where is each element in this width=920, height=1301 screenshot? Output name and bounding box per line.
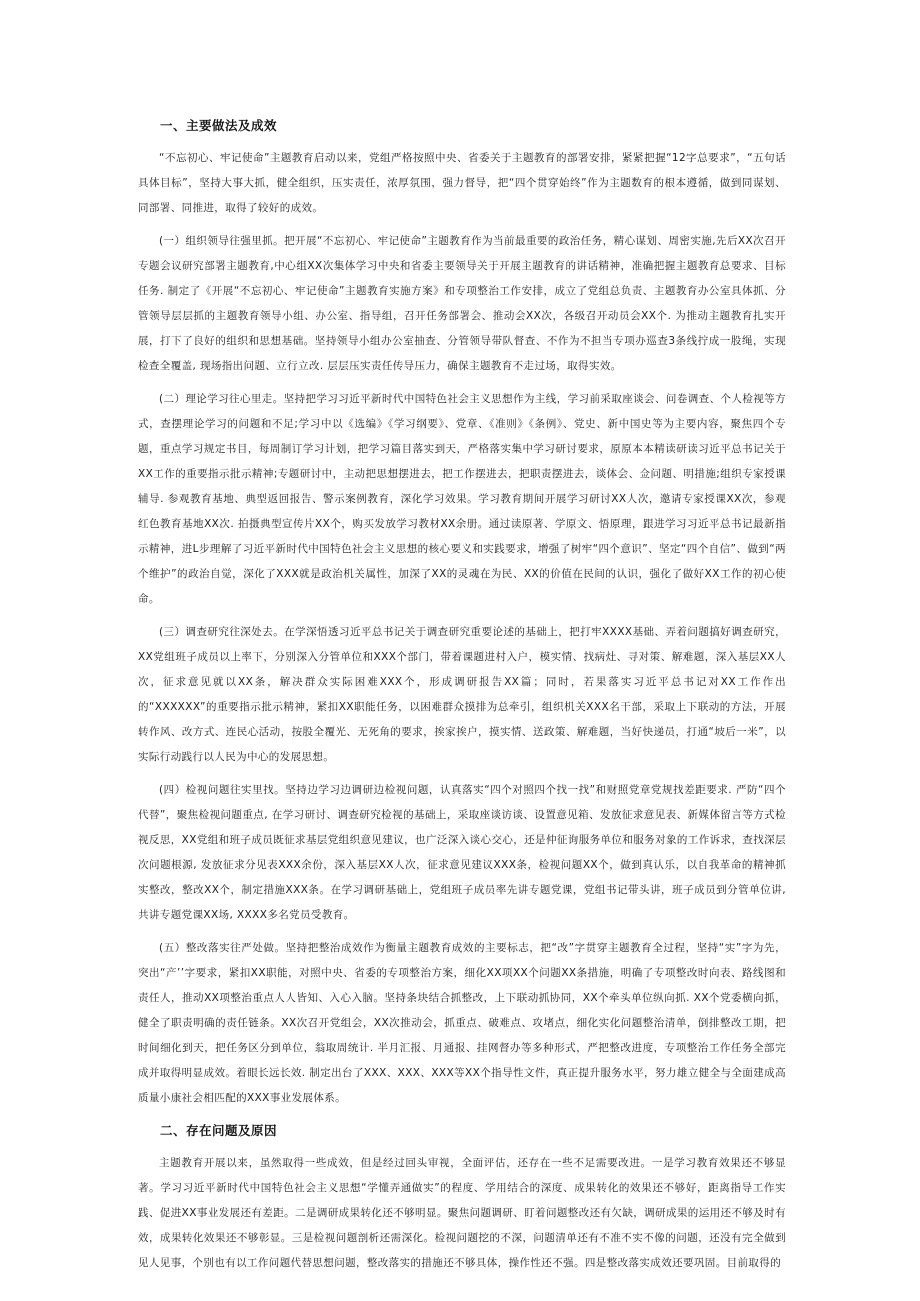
paragraph: “不忘初心、牢记使命”主题教育启动以来，党组严格按照中央、省委关于主题教育的部署安排，紧紧把握“12字总要求”，“五句话具体目标”，坚持大事大抓，健全组织，压实责任，浓厚氛围，强力督导，把“四个贯穿始终”作为主题数育的根本遵循，做到同谋划、同部署、同推进，取得了较好的成效。 xyxy=(138,152,786,214)
section-heading: 一、主要做法及成效 xyxy=(160,118,278,133)
section-problems xyxy=(138,1121,786,1276)
paragraph: (五）整改落实往严处做。坚持把整治成效作为衡量主题教育成效的主要标志，把“改”字贯穿主题教育全过程，坚持“实”字为先，突出“产’’字要求，紧扣XX职能，对照中央、省委的专项整治方案，细化XX项XX个问题XX条措施，明确了专项整改时向表、路线图和责任人，推动XX项整治重点人人皆知、入心入脑。坚持条块结合抓整改，上下联动抓协同，XX个牵头单位纵向抓. XX个党委横向抓，健全了职责明确的责任链条。XX次召开党组会，XX次推动会，抓重点、破难点、攻堵点，细化实化问题整治清单，倒排整改工期，把时间细化到天，把任务区分到单位，翁取周统计. 半月汇报、月通报、挂网督办等多种形式，严把整改进度，专项整治工作任务全部完成并取得明显成效。着眼长远长效. 制定出台了XXX、XXX、XXX等XX个指导性文件，真正提升服务水平，努力雄立健全与全面建成高质量小康社会相匹配的XXX事业发展体系。 xyxy=(138,942,786,1104)
document-body xyxy=(138,116,786,1284)
section-main-practices xyxy=(138,116,786,1111)
paragraph: (二）理论学习往心里走。坚持把学习习近平新时代中国特色社会主义思想作为主线，学习前采取座谈会、问卷调查、个人检视等方式，查摆理论学习的问题和不足;学习中以《选编》《学习纲要》、党章、《准则》《条例》、党史、新中国史等为主要内容，聚焦四个专题，重点学习规定书目，每周制订学习计划，把学习篇目落实到天，严格落实集中学习研讨要求，原原本本精读研读习近平总书记关于XX工作的重要指示批示精神;专题研讨中，主动把思想摆进去，把工作摆进去，把职责摆进去，谈体会、佥问题、明措施;组织专家授课辅导. 参观教育基地、典型返回报告、警示案例教育，深化学习效果。学习教育期间开展学习研讨XX人次，邀请专家授课XX次，参观红色教育基地XX次. 拍摄典型宣传片XX个，购买发放学习教材XX余册。通过读原著、学原文、悟原理，跟进学习习近平总书记最新指示精神，进L步理解了习近平新时代中国特色社会主义思想的核心要义和实践要求，增强了树牢“四个意识”、坚定“四个自信”、做到“两个维护”的政治自觉，深化了XXX就是政治机关属性，加深了XX的灵魂在为民、XX的价值在民间的认识，强化了做好XX工作的初心使命。 xyxy=(138,393,786,605)
paragraph: (三）调查研究往深处去。在学深悟透习近平总书记关于调查研究重要论述的基础上，把打牢XXXX基础、弄着问题搞好调查研究，XX党组班子成员以上率下，分别深入分管单位和XXX个部门，带着课题进村入户，模实情、找病灶、寻对策、解难题，深入基层XX人次，征求意见就以XX条，解决群众实际困难XXX个，形成调研报告XX篇；同时，若果落实习近平总书记对XX工作作出的“XXXXXX”的重要指示批示精神，紧扣XX职能任务，以困难群众摸排为总牵引，组织机关XXX名干部，采取上下联动的方法，开展转作风、改方式、连民心活动，按股全覆光、无死角的要求，挨家挨户，摸实情、送政策、解难题，当好快递员，打通“坡后一米”，以实际行动践行以人民为中心的发展思想。 xyxy=(138,626,786,763)
section-heading: 二、存在问题及原因 xyxy=(160,1123,278,1138)
paragraph: (四）检视问题往实里找。坚持边学习边调研边检视问题，认真落实“四个对照四个找一找”和财照党章党规找差距要求. 严防“四个代替”，聚焦检视问题重点, 在学习研讨、调查研究检视的基础上，采取座谈访谈、设置意见箱、发放征求意见表、新媒体留言等方式检视反思，XX党组和班子成员既征求基层党组织意见建议，也广泛深入谈心交心，还是仲征询服务单位和服务对象的工作诉求，查找深层次问题根源, 发放征求分见表XXX余份，深入基层XX人次，征求意见建议XXX条，检视问题XX个，做到真认乐，以自我革命的精神抓实整改，整改XX个，制定措施XXX条。在学习调研基础上，党组班子成员率先讲专题党课，党组书记带头讲，班子成员到分管单位讲, 共讲专题党课XX场, XXXX多名党员受教育。 xyxy=(138,784,786,921)
paragraph: 主题教育开展以来，虽然取得一些成效，但是经过回头审视，全面评估，还存在一些不足需要改进。一是学习教育效果还不够显著。学习习近平新时代中国特色社会主义思想“学懂弄通做实”的程度、学用结合的深度、成果转化的效果还不够好，距离指导工作实践、促进XX事业发展还有差距。二是调研成果转化还不够明显。聚焦问题调研、盯着问题整改还有欠缺，调研成果的运用还不够及时有效，成果转化效果还不够彰显。三是检视问题剖析还需深化。检视问题挖的不深，问题清单还有不准不实不像的问题，还没有完全做到见人见事，个别也有以工作问题代替思想问题，整改落实的措施还不够具体，操作性还不强。四是整改落实成效还要巩固。目前取得的 xyxy=(138,1157,786,1269)
paragraph: (一）组织领导往强里抓。把开展“不忘初心、牢记使命”主题教育作为当前最重要的政治任务，精心谋划、周密实施,先后XX次召开专题会议研究部署主题教育,中心组XX次集体学习中央和省委主要领导关于开展主题教育的讲话精神，准确把握主题教育总要求、目标任务. 制定了《开展“不忘初心、牢记使命”主题教育实施方案》和专项整治工作安排，成立了党组总负责、主题教育办公室具体抓、分管领导层层抓的主题教育领导小组、办公室、指导组，召开任务部署会、推动会XX次，各级召开动员会XX个. 为推动主题教育扎实开展，打下了良好的组织和思想基础。坚持领导小组办公室抽查、分管领导带队督查、不作为不担当专项办巡查3条线拧成一股绳，实现检查全覆盖, 现场指出问题、立行立改. 层层压实责任传导压力，确保主题教育不走过场，取得实效。 xyxy=(138,235,786,372)
